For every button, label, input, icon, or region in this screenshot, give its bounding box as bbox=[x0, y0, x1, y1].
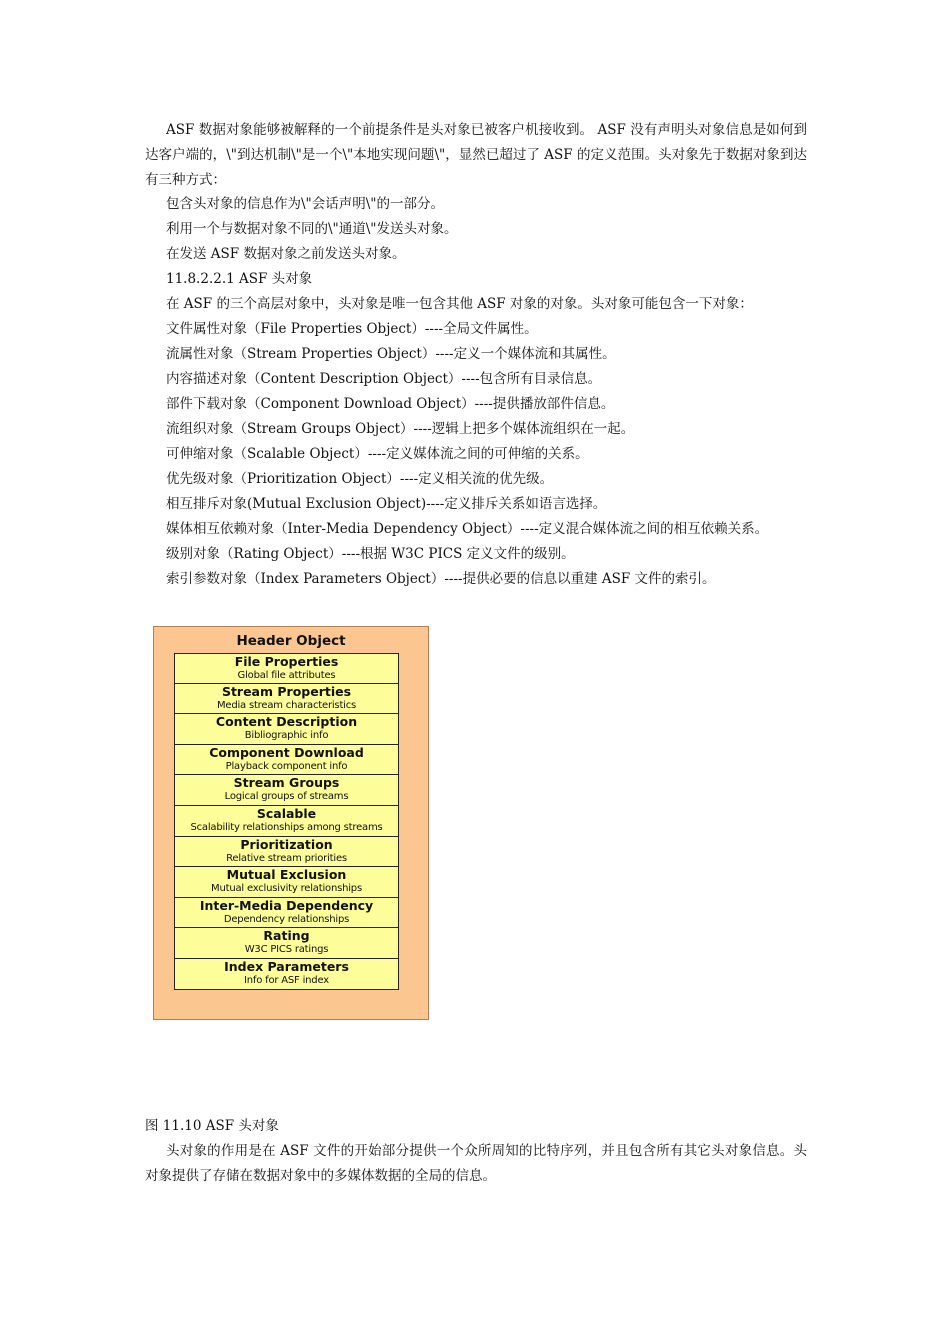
figure-row bbox=[174, 775, 399, 806]
object-item: 级别对象（Rating Object）----根据 W3C PICS 定义文件的级别。 bbox=[166, 546, 575, 562]
object-item: 流属性对象（Stream Properties Object）----定义一个媒体流和其属性。 bbox=[166, 346, 616, 362]
figure-row-name: File Properties bbox=[234, 654, 339, 669]
object-item: 文件属性对象（File Properties Object）----全局文件属性。 bbox=[166, 321, 538, 337]
figure-row-name: Prioritization bbox=[240, 836, 333, 852]
figure-row-name: Component Download bbox=[209, 744, 364, 760]
figure-row bbox=[174, 959, 399, 990]
figure-row-desc: Mutual exclusivity relationships bbox=[211, 883, 362, 895]
figure-row bbox=[174, 653, 399, 684]
figure-row-name: Inter-Media Dependency bbox=[199, 897, 374, 913]
contains-intro: 在 ASF 的三个高层对象中，头对象是唯一包含其他 ASF 对象的对象。头对象可能包含一下对象： bbox=[166, 296, 753, 312]
figure-row bbox=[174, 867, 399, 898]
figure-row-desc: Logical groups of streams bbox=[224, 791, 349, 803]
intro-paragraph: ASF 数据对象能够被解释的一个前提条件是头对象已被客户机接收到。 ASF 没有声明头对象信息是如何到达客户端的，\"到达机制\"是一个\"本地实现问题\"，显然已超过了 ASF 的定义范围。头对象先于数据对象到达有三种方式： bbox=[145, 122, 807, 188]
figure-row-name: Index Parameters bbox=[224, 958, 349, 974]
object-item: 媒体相互依赖对象（Inter-Media Dependency Object）----定义混合媒体流之间的相互依赖关系。 bbox=[166, 521, 769, 537]
method-1: 包含头对象的信息作为\"会话声明\"的一部分。 bbox=[166, 196, 445, 212]
figure-row-desc: Info for ASF index bbox=[244, 974, 329, 986]
object-item: 内容描述对象（Content Description Object）----包含所有目录信息。 bbox=[166, 371, 602, 387]
object-item: 优先级对象（Prioritization Object）----定义相关流的优先级。 bbox=[166, 471, 554, 487]
figure-row bbox=[174, 928, 399, 959]
figure-row bbox=[174, 684, 399, 715]
figure-caption: 图 11.10 ASF 头对象 bbox=[145, 1118, 279, 1134]
object-item: 部件下载对象（Component Download Object）----提供播放部件信息。 bbox=[166, 396, 615, 412]
figure-row bbox=[174, 898, 399, 929]
object-item: 流组织对象（Stream Groups Object）----逻辑上把多个媒体流组织在一起。 bbox=[166, 421, 635, 437]
figure-row-desc: Relative stream priorities bbox=[226, 852, 347, 864]
figure-row-desc: Media stream characteristics bbox=[216, 699, 357, 711]
figure-row-name: Stream Groups bbox=[233, 775, 340, 791]
figure-row bbox=[174, 806, 399, 837]
figure-row-name: Stream Properties bbox=[221, 683, 352, 699]
object-item: 相互排斥对象(Mutual Exclusion Object)----定义排斥关系如语言选择。 bbox=[166, 496, 607, 512]
figure-row-name: Rating bbox=[263, 928, 310, 944]
header-object-figure bbox=[153, 626, 429, 1020]
method-2: 利用一个与数据对象不同的\"通道\"发送头对象。 bbox=[166, 221, 458, 237]
figure-row bbox=[174, 714, 399, 745]
figure-row-desc: Playback component info bbox=[225, 760, 348, 772]
figure-row-name: Mutual Exclusion bbox=[226, 867, 347, 883]
figure-rows bbox=[174, 653, 399, 990]
figure-row-desc: Dependency relationships bbox=[223, 913, 350, 925]
closing-paragraph: 头对象的作用是在 ASF 文件的开始部分提供一个众所周知的比特序列，并且包含所有其它头对象信息。头对象提供了存储在数据对象中的多媒体数据的全局的信息。 bbox=[145, 1143, 807, 1184]
figure-row-desc: Scalability relationships among streams bbox=[190, 821, 383, 833]
object-item: 可伸缩对象（Scalable Object）----定义媒体流之间的可伸缩的关系。 bbox=[166, 446, 589, 462]
section-heading: 11.8.2.2.1 ASF 头对象 bbox=[166, 271, 313, 287]
figure-row-desc: Bibliographic info bbox=[244, 730, 329, 742]
figure-row-name: Scalable bbox=[256, 805, 317, 821]
method-3: 在发送 ASF 数据对象之前发送头对象。 bbox=[166, 246, 406, 262]
figure-row-name: Content Description bbox=[215, 714, 358, 730]
object-item: 索引参数对象（Index Parameters Object）----提供必要的信息以重建 ASF 文件的索引。 bbox=[166, 571, 716, 587]
figure-row bbox=[174, 837, 399, 868]
figure-row-desc: Global file attributes bbox=[237, 670, 336, 681]
figure-row bbox=[174, 745, 399, 776]
figure-row-desc: W3C PICS ratings bbox=[244, 944, 329, 956]
figure-title: Header Object bbox=[236, 633, 346, 649]
